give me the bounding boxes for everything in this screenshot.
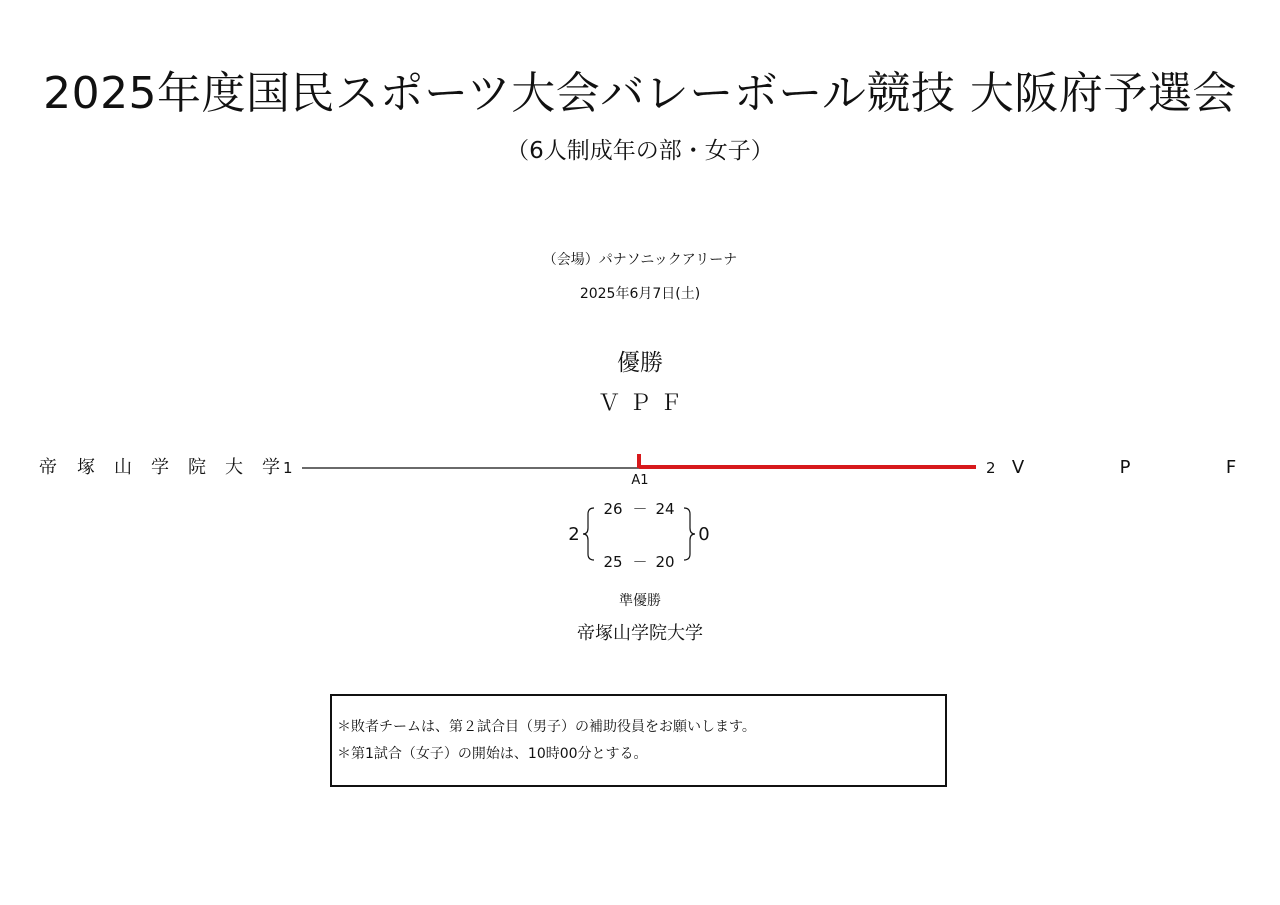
match-code: A1 bbox=[631, 473, 649, 488]
right-team-char: F bbox=[1225, 457, 1237, 478]
page-title: 2025年度国民スポーツ大会バレーボール競技 大阪府予選会 bbox=[43, 68, 1237, 119]
set-score-left: 26 bbox=[603, 500, 623, 518]
right-team-seed: 2 bbox=[986, 459, 996, 477]
right-sets-won: 0 bbox=[698, 524, 710, 545]
left-team-char: 山 bbox=[114, 457, 132, 478]
notes-box bbox=[330, 694, 947, 787]
note-line: ＊敗者チームは、第２試合目（男子）の補助役員をお願いします。 bbox=[337, 719, 756, 735]
page-subtitle: （6人制成年の部・女子） bbox=[506, 138, 774, 164]
venue-text: （会場）パナソニックアリーナ bbox=[542, 252, 738, 268]
set-score-dash: － bbox=[632, 500, 648, 518]
champion-label: 優勝 bbox=[617, 350, 663, 376]
right-team-char: P bbox=[1119, 457, 1131, 478]
left-team-char: 帝 bbox=[39, 457, 57, 478]
left-team-char: 学 bbox=[262, 457, 280, 478]
runner-up-label: 準優勝 bbox=[619, 593, 661, 609]
date-text: 2025年6月7日(土) bbox=[579, 286, 701, 302]
right-team-char: V bbox=[1011, 457, 1025, 478]
left-team-char: 塚 bbox=[77, 457, 95, 478]
left-team-char: 学 bbox=[151, 457, 169, 478]
left-team-char: 院 bbox=[188, 457, 206, 478]
left-team-char: 大 bbox=[225, 457, 243, 478]
left-sets-won: 2 bbox=[568, 524, 580, 545]
set-score-dash: － bbox=[632, 553, 648, 571]
set-score-right: 20 bbox=[655, 553, 675, 571]
left-team-seed: 1 bbox=[283, 459, 293, 477]
set-score-left: 25 bbox=[603, 553, 623, 571]
runner-up-name: 帝塚山学院大学 bbox=[577, 623, 703, 644]
left-brace bbox=[583, 508, 594, 560]
set-score-right: 24 bbox=[655, 500, 675, 518]
note-line: ＊第1試合（女子）の開始は、10時00分とする。 bbox=[337, 746, 648, 762]
champion-name: ＶＰＦ bbox=[597, 391, 691, 416]
